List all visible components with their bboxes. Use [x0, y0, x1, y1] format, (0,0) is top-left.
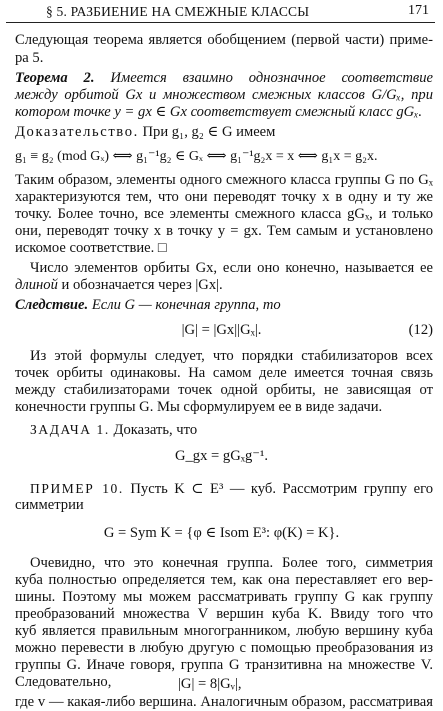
- corollary-line: [15, 297, 281, 314]
- text-line: точек орбиты одинаковы. На самом деле имеется точная связь: [15, 365, 433, 381]
- vertex-formula: |G| = 8|Gᵥ|,: [178, 676, 242, 692]
- theorem-line: между орбитой Gx и множеством смежных классов G/Gₓ, при: [15, 87, 433, 103]
- text-line: куба полностью определяется тем, как она переставляет его вер-: [15, 572, 433, 588]
- text-line: где v — какая-либо вершина. Аналогичным образом, рассматривая: [15, 694, 433, 710]
- text-line: Число элементов орбиты Gx, если оно конечно, называется ее: [30, 260, 433, 276]
- proof-label: Доказательство.: [15, 124, 139, 140]
- text-line: искомое соответствие. □: [15, 240, 167, 256]
- defined-term: длиной: [15, 277, 58, 293]
- text-line: ра 5.: [15, 50, 44, 66]
- text-line: точку. Более точно, все элементы смежного класса gGₓ, и только: [15, 206, 433, 222]
- text-line: Очевидно, что это конечная группа. Более того, симметрия: [30, 555, 433, 571]
- text-line: симметрии: [15, 497, 84, 513]
- example-line: [30, 480, 433, 498]
- text-line: Таким образом, элементы одного смежного класса группы G по Gₓ: [15, 172, 433, 188]
- corollary-text: Если G — конечная группа, то: [91, 297, 281, 313]
- text-line: Из этой формулы следует, что порядки стабилизаторов всех: [30, 348, 433, 364]
- text-line: группы G. Иначе говоря, группа G транзитивна на множестве V.: [15, 657, 433, 673]
- text-line: характеризуются тем, что они переводят точку x в одну и ту же: [15, 189, 433, 205]
- text-line: преобразований множества V вершин куба K. Ввиду того что: [15, 606, 433, 622]
- page-number: 171: [408, 3, 429, 18]
- proof-line: [15, 124, 275, 141]
- formula-12: |G| = |Gx||Gₓ|.: [181, 322, 262, 338]
- task-line: [30, 421, 197, 439]
- text-span: и обозначается через |Gx|.: [57, 277, 223, 293]
- corollary-label: Следствие.: [15, 297, 89, 313]
- text-line: они, переводят точку x в точку y = gx. Тем самым и установлено: [15, 223, 433, 239]
- theorem-line: котором точке y = gx ∈ Gx соответствует смежный класс gGₓ.: [15, 104, 423, 120]
- section-title: § 5. РАЗБИЕНИЕ НА СМЕЖНЫЕ КЛАССЫ: [46, 4, 310, 19]
- equation-number: (12): [408, 322, 433, 338]
- running-header: [6, 0, 435, 23]
- text-line: куб является правильным многогранником, любую вершину куба: [15, 623, 433, 639]
- text-line: между стабилизаторами точек одной орбиты, не зависящая от: [15, 382, 433, 398]
- equivalence-formula: g₁ ≡ g₂ (mod Gₓ) ⟺ g₁⁻¹g₂ ∈ Gₓ ⟺ g₁⁻¹g₂x = x ⟺ g₁x = g₂x.: [15, 149, 378, 164]
- proof-text: При g₁, g₂ ∈ G имеем: [142, 124, 276, 140]
- task-formula: G_gx = gGₓg⁻¹.: [174, 448, 269, 464]
- task-text: Доказать, что: [113, 422, 198, 438]
- theorem-label: Теорема 2.: [15, 70, 95, 86]
- theorem-text: Имеется взаимно однозначное соответствие: [110, 70, 433, 86]
- text-line: можно перевести в любую другую с помощью преобразования из: [15, 640, 433, 656]
- text-line: конечности группы G. Мы сформулируем ее в виде задачи.: [15, 399, 383, 415]
- task-label: ЗАДАЧА 1.: [30, 422, 110, 437]
- text-line: Следующая теорема является обобщением (первой части) приме-: [15, 32, 433, 48]
- theorem-line: [15, 70, 433, 87]
- symmetry-formula: G = Sym K = {φ ∈ Isom E³: φ(K) = K}.: [103, 525, 340, 541]
- example-label: ПРИМЕР 10.: [30, 481, 124, 496]
- text-line: Следовательно,: [15, 674, 112, 690]
- text-line: [15, 277, 223, 294]
- example-text: Пусть K ⊂ E³ — куб. Рассмотрим группу его: [130, 481, 433, 497]
- text-line: шины. Поэтому мы можем рассматривать группу G как группу: [15, 589, 433, 605]
